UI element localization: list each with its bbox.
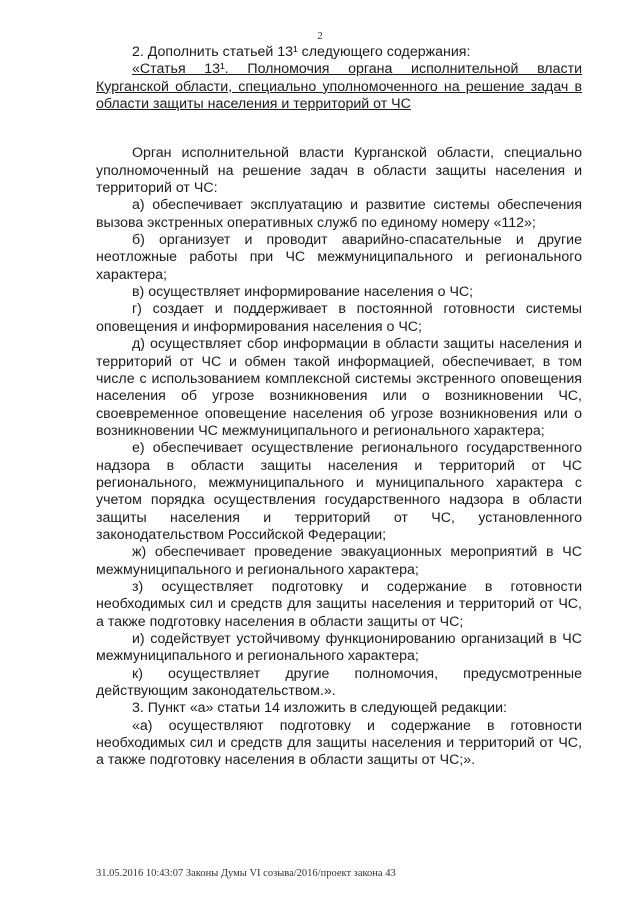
paragraph-7: г) создает и поддерживает в постоянной готовности системы оповещения и информирования населения о ЧС; xyxy=(96,301,582,335)
document-body xyxy=(96,44,582,770)
paragraph-10: ж) обеспечивает проведение эвакуационных мероприятий в ЧС межмуниципального и регионального характера; xyxy=(96,544,582,578)
paragraph-2: «Статья 13¹. Полномочия органа исполнительной власти Курганской области, специально уполномоченного на решение задач в области защиты населения и территорий от ЧС xyxy=(96,61,582,113)
paragraph-12: и) содействует устойчивому функционированию организаций в ЧС межмуниципального и регионального характера; xyxy=(96,631,582,665)
paragraph-11: з) осуществляет подготовку и содержание в готовности необходимых сил и средств для защиты населения и территорий от ЧС, а также подготовку населения в области защиты от ЧС; xyxy=(96,578,582,630)
paragraph-3: Орган исполнительной власти Курганской области, специально уполномоченный на решение задач в области защиты населения и территорий от ЧС: xyxy=(96,145,582,197)
paragraph-1: 2. Дополнить статьей 13¹ следующего содержания: xyxy=(132,44,471,60)
paragraph-14: 3. Пункт «а» статьи 14 изложить в следующей редакции: xyxy=(132,700,507,717)
paragraph-4: а) обеспечивает эксплуатацию и развитие системы обеспечения вызова экстренных оперативных служб по единому номеру «112»; xyxy=(96,197,582,231)
page-footer: 31.05.2016 10:43:07 Законы Думы VI созыва/2016/проект закона 43 xyxy=(96,868,396,879)
paragraph-6: в) осуществляет информирование населения о ЧС; xyxy=(132,284,474,301)
paragraph-9: е) обеспечивает осуществление регионального государственного надзора в области защиты населения и территорий от ЧС регионального, межмуниципального и муниципального характера с учетом порядка осуществления государственного надзора в области защиты населения и территорий от ЧС, установленного законодательством Российской Федерации; xyxy=(96,440,582,543)
paragraph-5: б) организует и проводит аварийно-спасательные и другие неотложные работы при ЧС межмуниципального и регионального характера; xyxy=(96,232,582,283)
paragraph-8: д) осуществляет сбор информации в области защиты населения и территорий от ЧС и обмен такой информацией, обеспечивает, в том числе с использованием комплексной системы экстренного оповещения населения об угрозе возникновения или о возникновении ЧС, своевременное оповещение населения об угрозе возникновения или о возникновении ЧС межмуниципального и регионального характера; xyxy=(96,336,582,439)
paragraph-13: к) осуществляет другие полномочия, предусмотренные действующим законодательством.». xyxy=(96,665,582,700)
paragraph-15: «а) осуществляют подготовку и содержание в готовности необходимых сил и средств для защиты населения и территорий от ЧС, а также подготовку населения в области защиты от ЧС;». xyxy=(96,717,582,769)
page-number: 2 xyxy=(317,30,323,42)
